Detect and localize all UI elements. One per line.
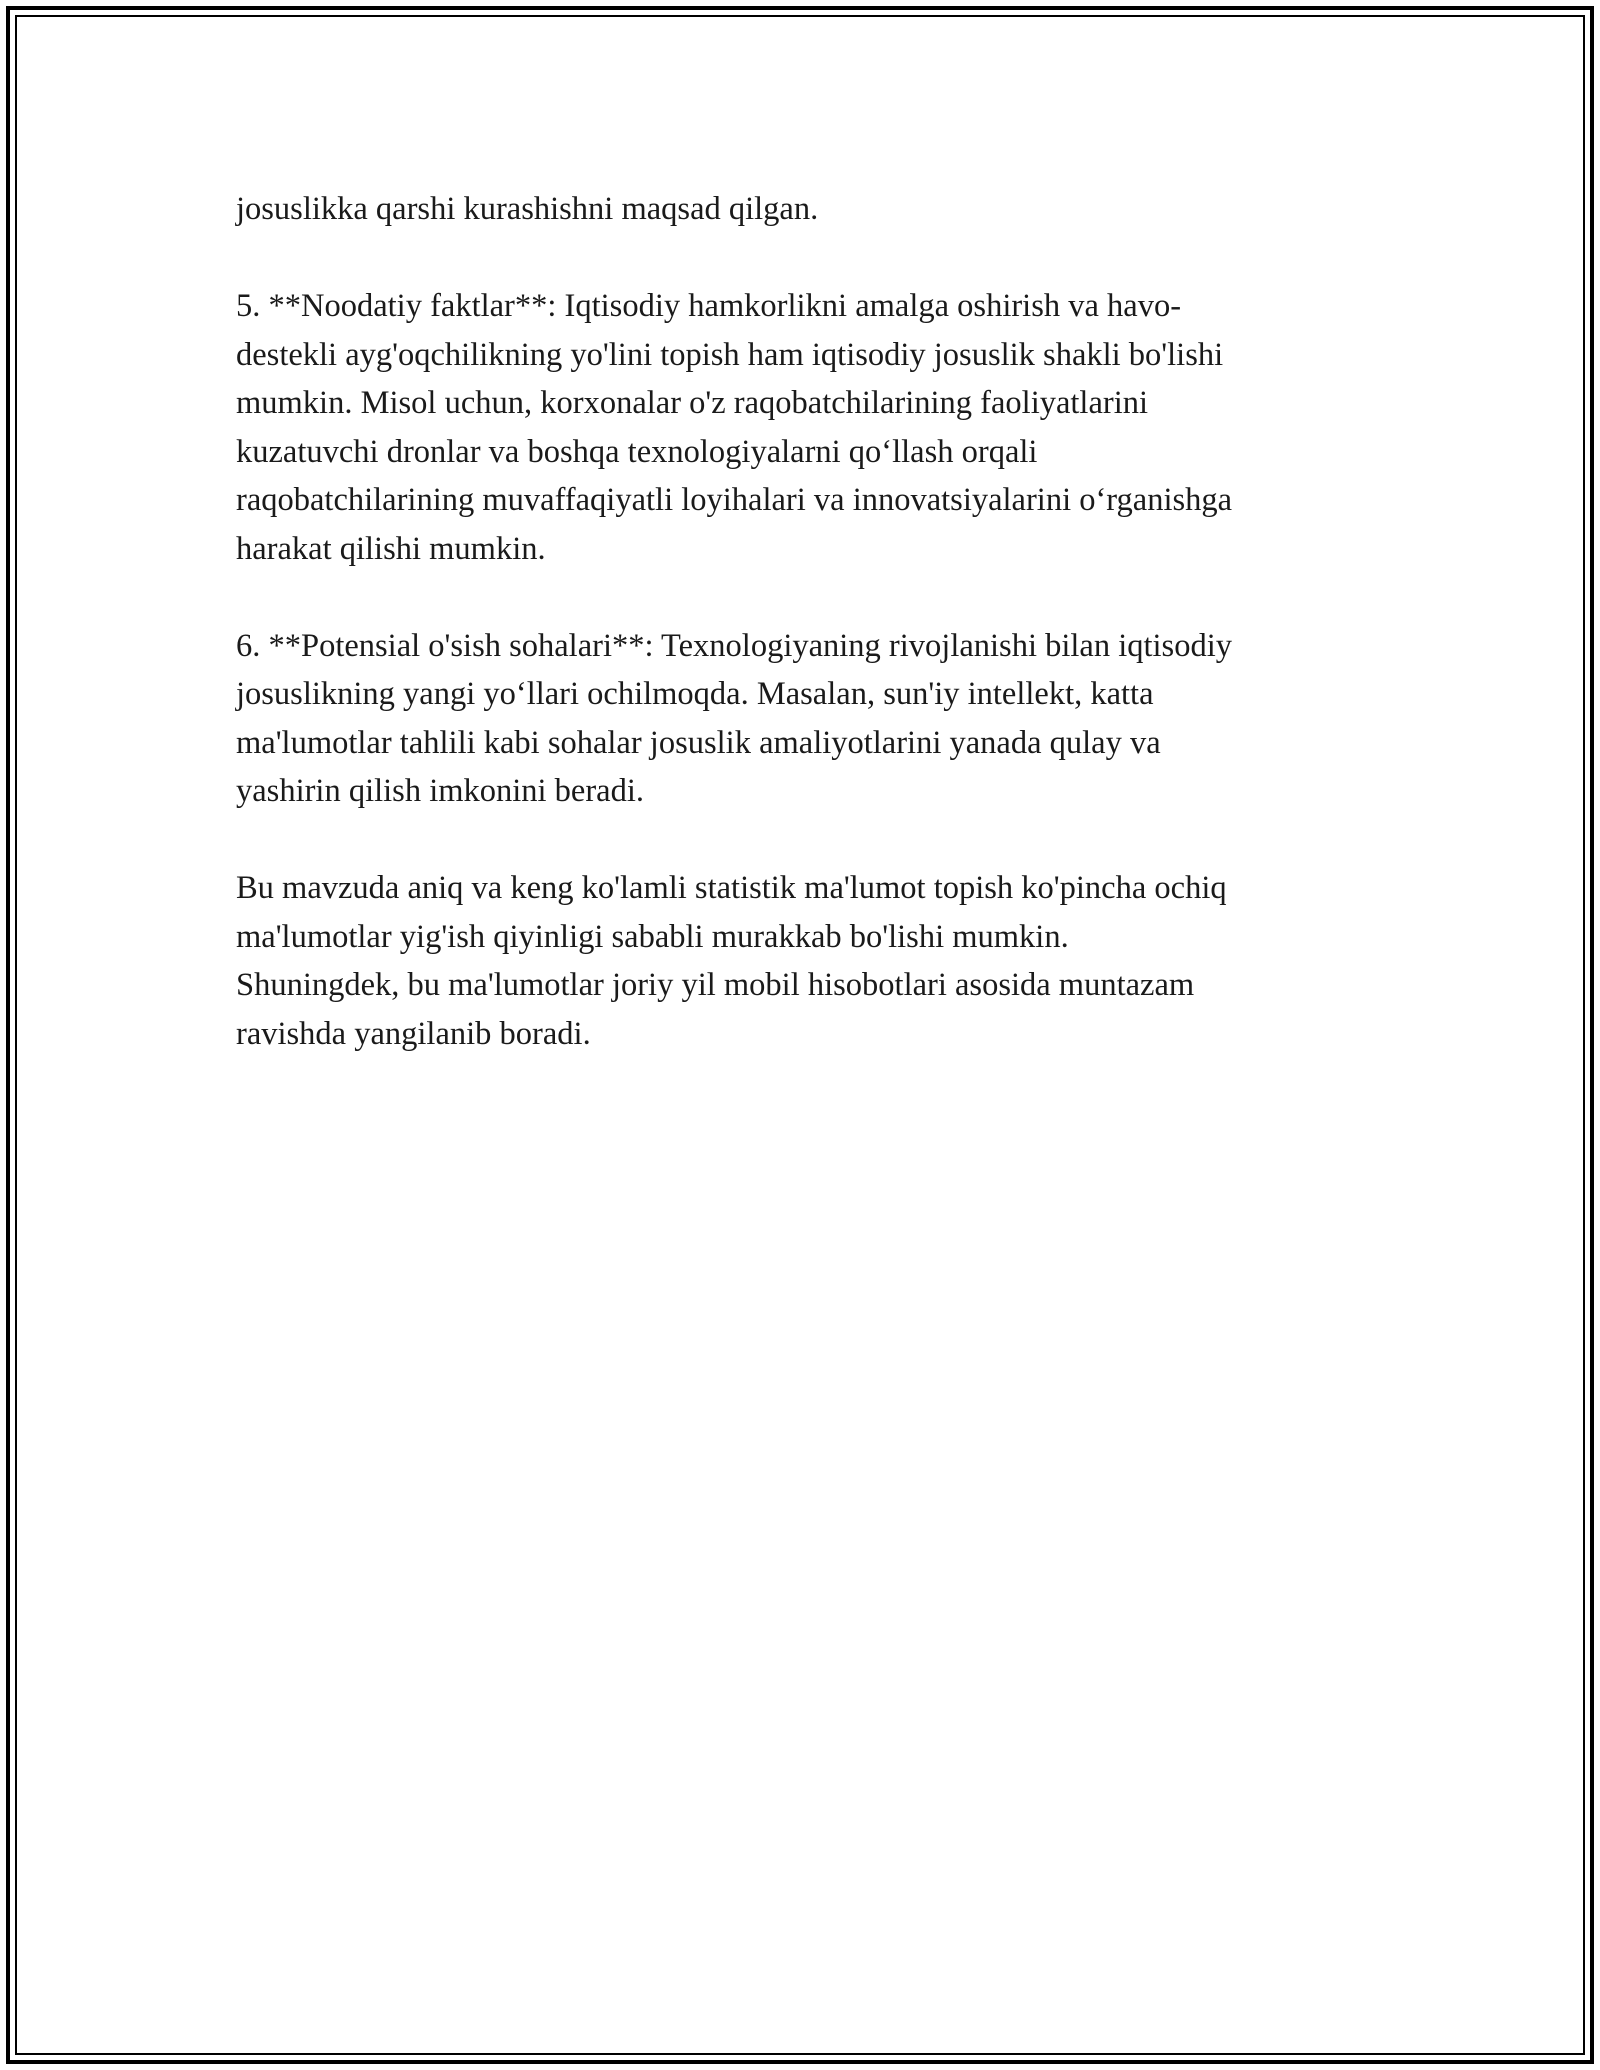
text-line: 6. **Potensial o'sish sohalari**: Texnologiyaning rivojlanishi bilan iqtisodiy [236,627,1232,664]
text-line: mumkin. Misol uchun, korxonalar o'z raqobatchilarining faoliyatlarini [236,385,1149,421]
paragraph-point-5 [236,282,1376,573]
text-line: Bu mavzuda aniq va keng ko'lamli statistik ma'lumot topish ko'pincha ochiq [236,870,1227,906]
text-line: josuslikning yangi yo‘llari ochilmoqda. Masalan, sun'iy intellekt, katta [236,676,1154,712]
text-line: ma'lumotlar yig'ish qiyinligi sababli murakkab bo'lishi mumkin. [236,918,1069,955]
paragraph-continuation [236,185,1376,234]
text-line: harakat qilishi mumkin. [236,530,546,567]
text-line: ma'lumotlar tahlili kabi sohalar josuslik amaliyotlarini yanada qulay va [236,724,1161,761]
text-line: kuzatuvchi dronlar va boshqa texnologiyalarni qo‘llash orqali [236,433,1038,470]
text-line: 5. **Noodatiy faktlar**: Iqtisodiy hamkorlikni amalga oshirish va havo- [236,288,1182,324]
text-line: ravishda yangilanib boradi. [236,1015,591,1052]
text-line: Shuningdek, bu ma'lumotlar joriy yil mobil hisobotlari asosida muntazam [236,967,1195,1003]
paragraph-conclusion [236,864,1376,1058]
text-line: raqobatchilarining muvaffaqiyatli loyihalari va innovatsiyalarini o‘rganishga [236,482,1233,518]
text-line: destekli ayg'oqchilikning yo'lini topish ham iqtisodiy josuslik shakli bo'lishi [236,336,1224,373]
text-line: josuslikka qarshi kurashishni maqsad qilgan. [236,191,819,227]
text-line: yashirin qilish imkonini beradi. [236,773,645,809]
paragraph-point-6 [236,622,1376,816]
document-body [236,185,1376,1107]
